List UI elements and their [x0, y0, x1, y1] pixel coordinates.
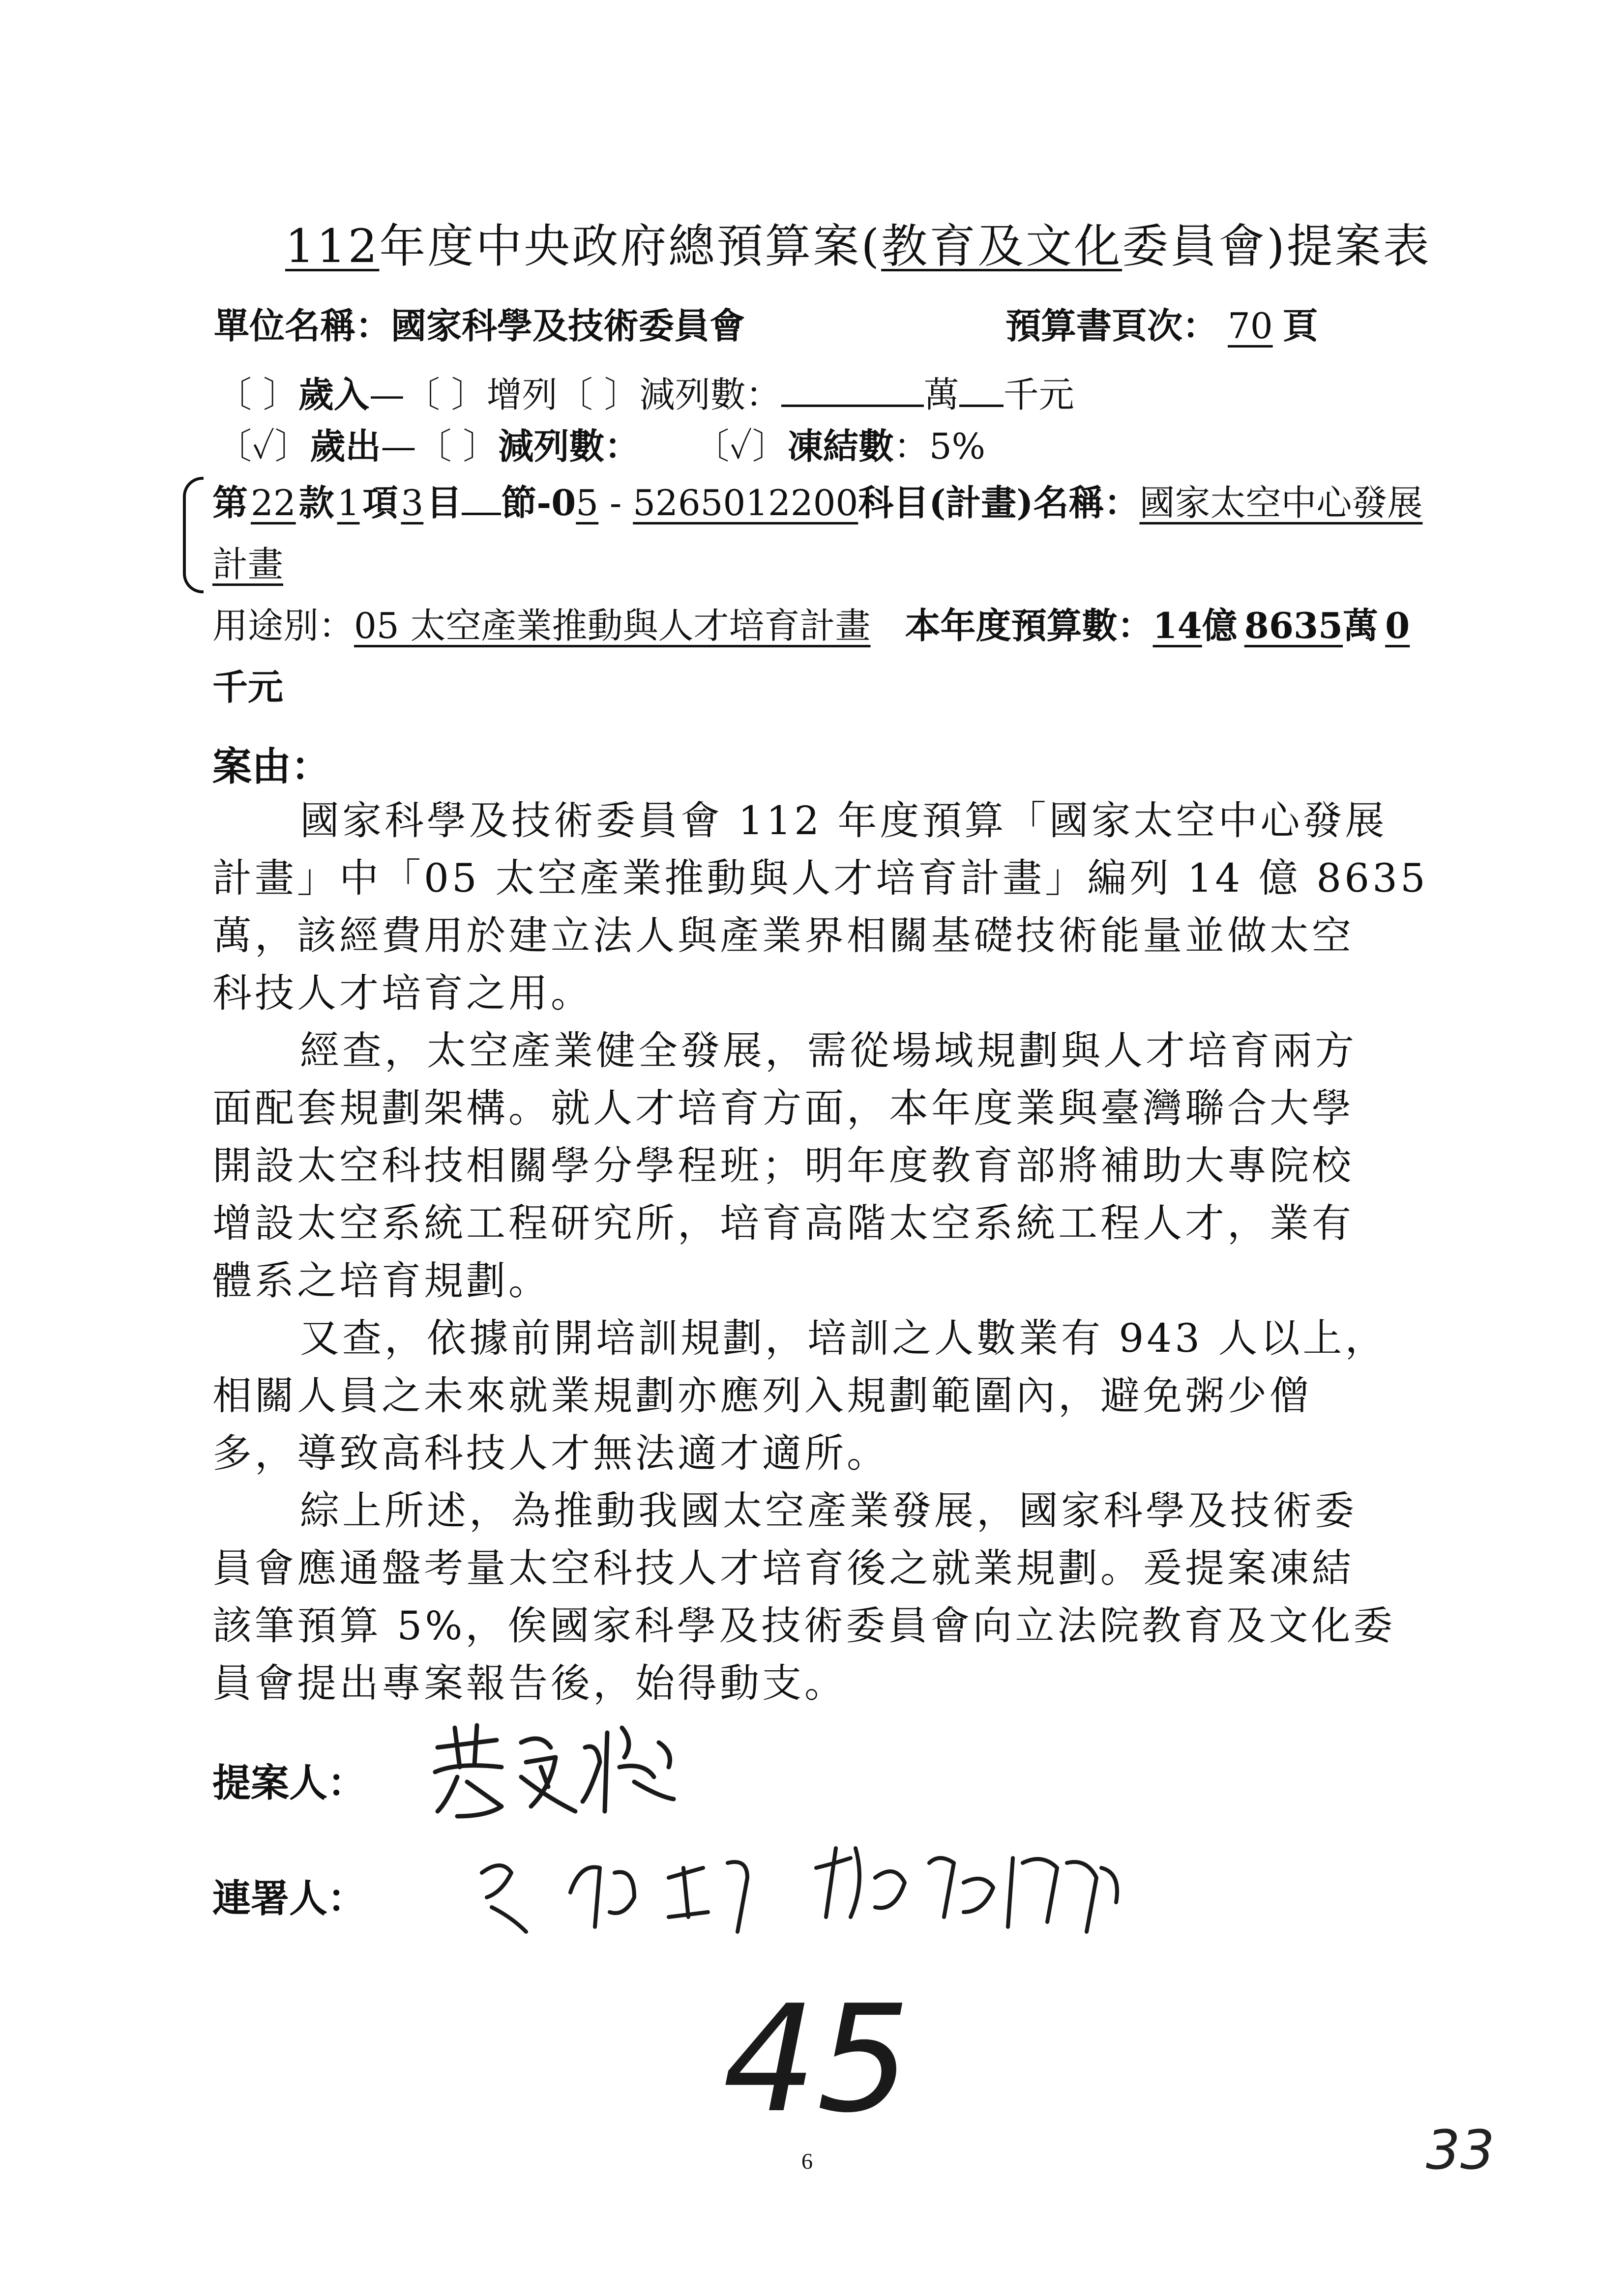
title-pre: 年度中央政府總預算案( — [379, 220, 882, 273]
revenue-wan: 萬 — [923, 374, 959, 415]
xiang-number: 1 — [337, 482, 360, 523]
reason-line: 員會提出專案報告後，始得動支。 — [212, 1660, 847, 1706]
freeze-value: ：5% — [893, 426, 986, 467]
budget-wan-number: 8635 — [1244, 605, 1343, 646]
unit-name: 單位名稱：國家科學及技術委員會 — [214, 305, 745, 347]
reason-line: 國家科學及技術委員會 112 年度預算「國家太空中心發展 — [300, 798, 1388, 843]
cosigner-signatures — [472, 1819, 1151, 1951]
reason-line: 員會應通盤考量太空科技人才培育後之就業規劃。爰提案凍結 — [212, 1545, 1354, 1591]
expense-decrease-checkbox: 〔 〕 — [416, 426, 499, 467]
reason-line: 增設太空系統工程研究所，培育高階太空系統工程人才，業有 — [212, 1200, 1354, 1246]
expense-checkbox: 〔✓〕 — [216, 426, 310, 467]
usage-line — [212, 597, 1410, 648]
handwritten-page-number: 33 — [1426, 2119, 1495, 2181]
reason-line: 多，導致高科技人才無法適才適所。 — [212, 1430, 889, 1476]
account-di: 第 — [212, 482, 248, 523]
reason-line: 開設太空科技相關學分學程班；明年度教育部將補助大專院校 — [212, 1143, 1354, 1189]
freeze-label: 凍結數 — [787, 425, 894, 467]
reason-heading: 案由： — [212, 743, 330, 789]
reason-line: 經查，太空產業健全發展，需從場域規劃與人才培育兩方 — [300, 1028, 1357, 1074]
title-year: 112 — [285, 220, 380, 273]
freeze-checkbox: 〔✓〕 — [694, 426, 788, 467]
mu-number: 3 — [401, 482, 424, 523]
revenue-label: 歲入 — [298, 374, 369, 415]
revenue-wan-blank — [781, 374, 924, 407]
revenue-checkbox: 〔 〕 — [216, 374, 298, 415]
jie-label: 節-0 — [501, 482, 576, 523]
account-brace — [183, 477, 204, 593]
kuan-number: 22 — [251, 482, 296, 523]
account-name-part2: 計畫 — [212, 544, 284, 585]
usage-label: 用途別： — [212, 605, 354, 646]
mu-label: 目 — [426, 482, 462, 523]
revenue-dash: — — [369, 374, 405, 415]
page-label: 預算書頁次： — [1005, 305, 1218, 347]
proposer-signature — [428, 1713, 703, 1826]
handwritten-number: 45 — [723, 1974, 911, 2145]
expense-dash: — — [381, 426, 416, 467]
reason-line: 計畫」中「05 太空產業推動與人才培育計畫」編列 14 億 8635 — [212, 855, 1428, 901]
jie-blank — [462, 482, 501, 515]
expense-decrease: 減列數： — [498, 425, 640, 467]
account-name-part1: 國家太空中心發展 — [1139, 482, 1423, 523]
xiang-label: 項 — [362, 482, 398, 523]
annual-budget-label: 本年度預算數： — [905, 605, 1153, 646]
budget-qian-number: 0 — [1385, 605, 1410, 646]
account-line — [212, 474, 1422, 525]
account-name-label: 科目(計畫)名稱： — [858, 482, 1140, 523]
revenue-qian: 千元 — [1003, 374, 1074, 415]
revenue-line — [216, 366, 1074, 417]
revenue-qian-blank — [959, 374, 1004, 407]
page-number: 6 — [801, 2149, 813, 2174]
budget-page-ref — [1005, 297, 1318, 349]
usage-value: 05 太空產業推動與人才培育計畫 — [354, 605, 871, 646]
budget-yi-label: 億 — [1202, 605, 1238, 646]
page-suffix: 頁 — [1282, 305, 1318, 347]
title-post: 委員會)提案表 — [1122, 220, 1431, 273]
reason-line: 體系之培育規劃。 — [212, 1258, 551, 1304]
reason-line: 面配套規劃架構。就人才培育方面，本年度業與臺灣聯合大學 — [212, 1085, 1354, 1131]
code-dash: - — [598, 482, 633, 523]
revenue-decrease: 〔 〕減列數： — [557, 374, 781, 415]
reason-line: 相關人員之未來就業規劃亦應列入規劃範圍內，避免粥少僧 — [212, 1373, 1312, 1419]
reason-line: 萬，該經費用於建立法人與產業界相關基礎技術能量並做太空 — [212, 913, 1354, 959]
reason-line: 科技人才培育之用。 — [212, 970, 593, 1016]
proposer-label: 提案人： — [212, 1761, 366, 1805]
expense-label: 歲出 — [310, 425, 381, 467]
document-title — [285, 209, 1431, 275]
budget-qian-label: 千元 — [212, 666, 284, 708]
title-committee: 教育及文化 — [881, 220, 1122, 273]
account-code: 5265012200 — [633, 482, 858, 523]
budget-yi-number: 14 — [1152, 605, 1202, 646]
reason-line: 該筆預算 5%，俟國家科學及技術委員會向立法院教育及文化委 — [212, 1603, 1396, 1649]
revenue-increase: 〔 〕增列 — [404, 374, 558, 415]
budget-wan-label: 萬 — [1343, 605, 1379, 646]
reason-line: 又查，依據前開培訓規劃，培訓之人數業有 943 人以上， — [300, 1315, 1388, 1361]
reason-line: 綜上所述，為推動我國太空產業發展，國家科學及技術委 — [300, 1488, 1357, 1534]
page-number-value: 70 — [1228, 305, 1273, 347]
expense-line — [216, 418, 985, 469]
kuan-label: 款 — [298, 482, 334, 523]
cosigner-label: 連署人： — [212, 1876, 366, 1921]
jie-number: 5 — [576, 482, 599, 523]
